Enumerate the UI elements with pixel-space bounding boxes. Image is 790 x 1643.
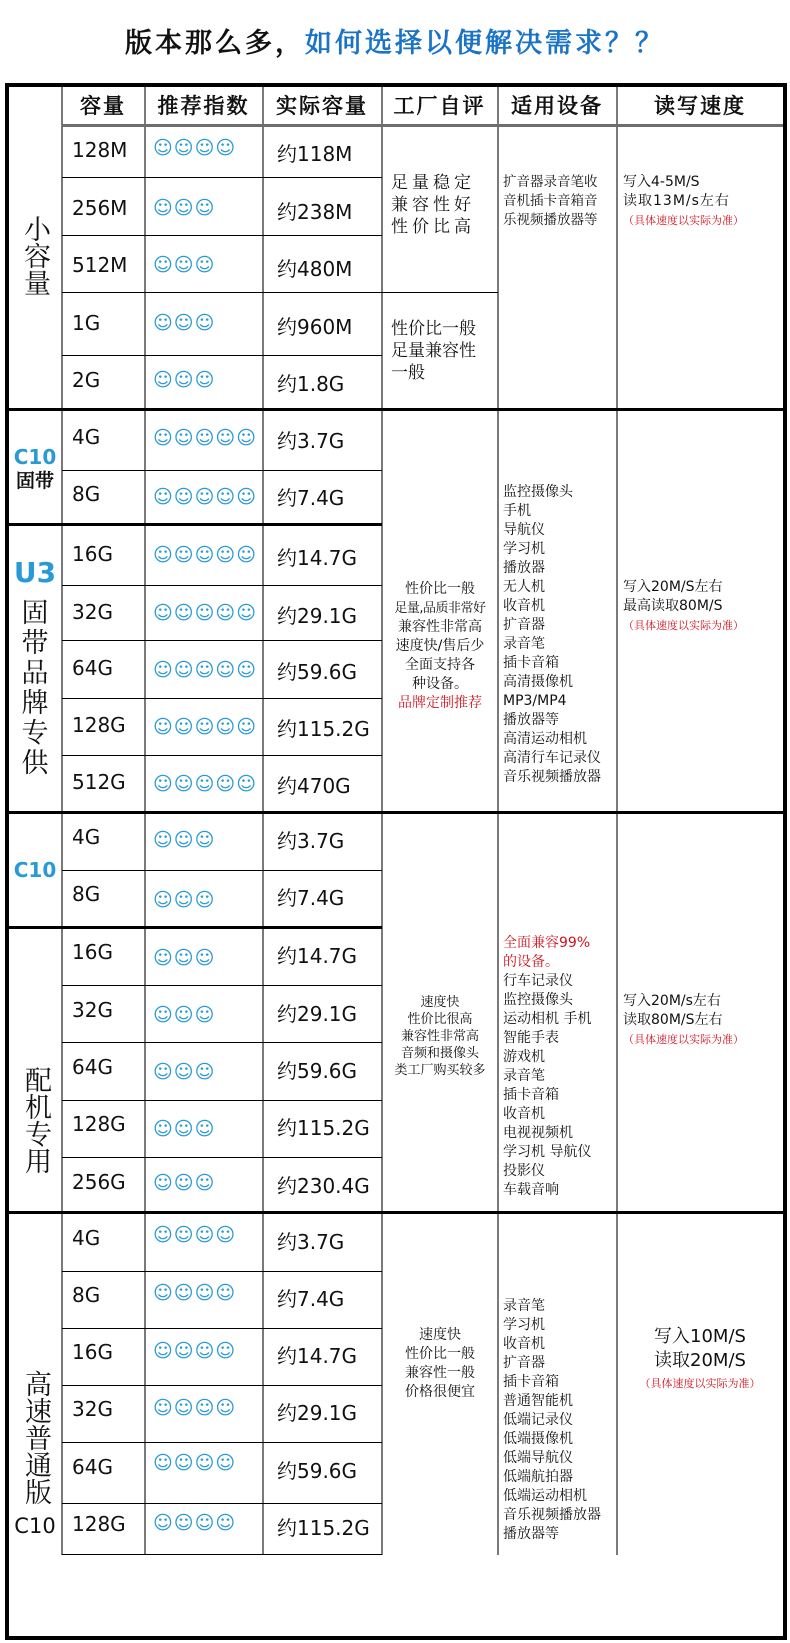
actual-capacity-cell: 约470G <box>277 774 351 798</box>
smiley-rating-icon: ☺☺☺☺ <box>153 1224 237 1246</box>
capacity-cell: 128G <box>72 713 126 737</box>
actual-capacity-cell: 约3.7G <box>277 429 345 453</box>
row-divider <box>62 1271 382 1272</box>
row-divider <box>62 1042 382 1043</box>
group-divider <box>9 811 783 814</box>
read-write-speed: 写入4-5M/S 读取13M/s左右 （具体速度以实际为准） <box>623 173 744 231</box>
actual-capacity-cell: 约29.1G <box>277 1401 358 1425</box>
smiley-rating-icon: ☺☺☺ <box>153 369 216 391</box>
capacity-cell: 128G <box>72 1112 126 1136</box>
actual-capacity-cell: 约480M <box>277 257 353 281</box>
applicable-devices: 录音笔 学习机 收音机 扩音器 插卡音箱 普通智能机 低端记录仪 低端摄像机 低端导航仪 低端航拍器 低端运动相机 音乐视频播放器 播放器等 <box>503 1298 601 1542</box>
header-rating: 推荐指数 <box>157 94 250 118</box>
capacity-cell: 1G <box>72 311 101 335</box>
speed-note: （具体速度以实际为准） <box>623 1033 744 1046</box>
row-divider <box>62 755 382 756</box>
compatibility-highlight: 全面兼容99% <box>503 935 591 951</box>
capacity-cell: 32G <box>72 600 113 624</box>
smiley-rating-icon: ☺☺☺ <box>153 829 216 851</box>
factory-evaluation-a: 足量稳定 兼容性好 性价比高 <box>391 173 475 237</box>
group-label-u3-brand: U3 固带品牌专供 <box>13 556 57 779</box>
capacity-cell: 512G <box>72 770 126 794</box>
smiley-rating-icon: ☺☺☺☺☺ <box>153 544 258 566</box>
actual-capacity-cell: 约230.4G <box>277 1174 370 1198</box>
header-factory-evaluation: 工厂自评 <box>393 94 486 118</box>
capacity-cell: 256G <box>72 1170 126 1194</box>
smiley-rating-icon: ☺☺☺ <box>153 254 216 276</box>
smiley-rating-icon: ☺☺☺☺ <box>153 137 237 159</box>
row-divider <box>62 355 382 356</box>
capacity-cell: 64G <box>72 656 113 680</box>
actual-capacity-cell: 约1.8G <box>277 372 345 396</box>
actual-capacity-cell: 约59.6G <box>277 1459 358 1483</box>
group-divider <box>9 523 382 526</box>
page-title <box>0 24 790 64</box>
capacity-cell: 4G <box>72 825 101 849</box>
row-divider <box>62 292 498 293</box>
actual-capacity-cell: 约115.2G <box>277 1516 370 1540</box>
smiley-rating-icon: ☺☺☺☺☺ <box>153 716 258 738</box>
capacity-cell: 128M <box>72 138 128 162</box>
read-write-speed: 写入20M/S左右 最高读取80M/S （具体速度以实际为准） <box>623 578 744 636</box>
applicable-devices: 监控摄像头 手机 导航仪 学习机 播放器 无人机 收音机 扩音器 录音笔 插卡音箱 高清摄像机 MP3/MP4 播放器等 高清运动相机 高清行车记录仪 音乐视频播放器 <box>503 484 601 785</box>
col-divider <box>61 87 63 1555</box>
col-divider <box>262 87 264 1555</box>
factory-evaluation: 速度快 性价比很高 兼容性非常高 音频和摄像头 类工厂购买较多 <box>394 995 486 1078</box>
row-divider <box>62 1554 382 1555</box>
smiley-rating-icon: ☺☺☺☺ <box>153 1282 237 1304</box>
capacity-cell: 64G <box>72 1055 113 1079</box>
speed-note: （具体速度以实际为准） <box>623 214 744 227</box>
actual-capacity-cell: 约14.7G <box>277 546 358 570</box>
smiley-rating-icon: ☺☺☺ <box>153 1172 216 1194</box>
actual-capacity-cell: 约59.6G <box>277 1059 358 1083</box>
speed-note: （具体速度以实际为准） <box>623 619 744 632</box>
factory-evaluation-b: 性价比一般 足量兼容性 一般 <box>391 319 476 383</box>
smiley-rating-icon: ☺☺☺☺ <box>153 1512 237 1534</box>
factory-evaluation: 性价比一般 足量,品质非常好 兼容性非常高 速度快/售后少 全面支持各 种设备。 品牌定制推荐 <box>383 580 497 713</box>
capacity-cell: 16G <box>72 1340 113 1364</box>
actual-capacity-cell: 约7.4G <box>277 1287 345 1311</box>
row-divider <box>62 698 382 699</box>
group-label-c10: C10 <box>13 858 57 882</box>
capacity-cell: 16G <box>72 940 113 964</box>
row-divider <box>62 870 382 871</box>
smiley-rating-icon: ☺☺☺☺ <box>153 1340 237 1362</box>
capacity-cell: 4G <box>72 1226 101 1250</box>
actual-capacity-cell: 约29.1G <box>277 604 358 628</box>
speed-note: （具体速度以实际为准） <box>639 1377 761 1390</box>
capacity-cell: 4G <box>72 425 101 449</box>
col-divider <box>144 87 146 1555</box>
actual-capacity-cell: 约115.2G <box>277 1116 370 1140</box>
title-black-part: 版本那么多， <box>125 28 305 59</box>
actual-capacity-cell: 约7.4G <box>277 486 345 510</box>
header-read-write-speed: 读写速度 <box>654 94 746 118</box>
header-capacity: 容量 <box>80 94 126 118</box>
capacity-cell: 512M <box>72 253 128 277</box>
smiley-rating-icon: ☺☺☺ <box>153 312 216 334</box>
smiley-rating-icon: ☺☺☺☺☺ <box>153 659 258 681</box>
capacity-cell: 32G <box>72 1397 113 1421</box>
title-blue-part: 如何选择以便解决需求？？ <box>305 28 665 59</box>
smiley-rating-icon: ☺☺☺☺☺ <box>153 486 258 508</box>
smiley-rating-icon: ☺☺☺ <box>153 197 216 219</box>
factory-evaluation: 速度快 性价比一般 兼容性一般 价格很便宜 <box>405 1327 475 1400</box>
row-divider <box>62 985 382 986</box>
brand-recommendation: 品牌定制推荐 <box>398 695 482 711</box>
capacity-cell: 256M <box>72 196 128 220</box>
row-divider <box>62 1385 382 1386</box>
actual-capacity-cell: 约29.1G <box>277 1002 358 1026</box>
capacity-cell: 128G <box>72 1512 126 1536</box>
smiley-rating-icon: ☺☺☺☺ <box>153 1452 237 1474</box>
row-divider <box>62 1157 382 1158</box>
applicable-devices: 全面兼容99% 的设备。 行车记录仪 监控摄像头 运动相机 手机 智能手表 游戏机 录音笔 插卡音箱 收音机 电视视频机 学习机 导航仪 投影仪 车载音响 <box>503 935 592 1198</box>
header-actual-capacity: 实际容量 <box>276 94 368 118</box>
actual-capacity-cell: 约7.4G <box>277 886 345 910</box>
smiley-rating-icon: ☺☺☺ <box>153 1061 216 1083</box>
actual-capacity-cell: 约118M <box>277 142 353 166</box>
group-divider <box>9 408 783 411</box>
smiley-rating-icon: ☺☺☺☺☺ <box>153 602 258 624</box>
capacity-cell: 8G <box>72 1283 101 1307</box>
smiley-rating-icon: ☺☺☺☺☺ <box>153 773 258 795</box>
actual-capacity-cell: 约3.7G <box>277 1230 345 1254</box>
applicable-devices: 扩音器录音笔收 音机插卡音箱音 乐视频播放器等 <box>503 174 598 228</box>
col-divider <box>497 87 499 1555</box>
actual-capacity-cell: 约960M <box>277 315 353 339</box>
row-divider <box>62 1442 382 1443</box>
capacity-cell: 2G <box>72 368 101 392</box>
actual-capacity-cell: 约3.7G <box>277 829 345 853</box>
group-divider <box>9 1211 783 1214</box>
row-divider <box>62 640 382 641</box>
actual-capacity-cell: 约14.7G <box>277 944 358 968</box>
row-divider <box>62 585 382 586</box>
actual-capacity-cell: 约238M <box>277 200 353 224</box>
smiley-rating-icon: ☺☺☺ <box>153 1004 216 1026</box>
read-write-speed: 写入20M/s左右 读取80M/S左右 （具体速度以实际为准） <box>623 992 744 1050</box>
actual-capacity-cell: 约59.6G <box>277 660 358 684</box>
smiley-rating-icon: ☺☺☺ <box>153 1118 216 1140</box>
smiley-rating-icon: ☺☺☺☺☺ <box>153 427 258 449</box>
capacity-cell: 16G <box>72 542 113 566</box>
smiley-rating-icon: ☺☺☺☺ <box>153 1397 237 1419</box>
header-applicable-devices: 适用设备 <box>511 94 603 118</box>
row-divider <box>62 1503 382 1504</box>
read-write-speed: 写入10M/S 读取20M/S （具体速度以实际为准） <box>617 1325 783 1395</box>
row-divider <box>62 235 382 236</box>
comparison-table <box>5 83 787 1640</box>
group-label-c10-fixed: C10 固带 <box>13 445 57 492</box>
capacity-cell: 8G <box>72 482 101 506</box>
capacity-cell: 8G <box>72 882 101 906</box>
actual-capacity-cell: 约14.7G <box>277 1344 358 1368</box>
group-label-standard-c10: 高速普通版 C10 <box>14 1369 56 1538</box>
row-divider <box>62 1328 382 1329</box>
group-label-oem: 配机专用 <box>20 1066 51 1174</box>
capacity-cell: 32G <box>72 998 113 1022</box>
row-divider <box>62 470 382 471</box>
smiley-rating-icon: ☺☺☺ <box>153 947 216 969</box>
group-label-small-capacity: 小容量 <box>19 214 50 296</box>
row-divider <box>62 177 382 178</box>
capacity-cell: 64G <box>72 1455 113 1479</box>
smiley-rating-icon: ☺☺☺ <box>153 889 216 911</box>
group-divider <box>9 926 382 929</box>
actual-capacity-cell: 约115.2G <box>277 717 370 741</box>
row-divider <box>62 1100 382 1101</box>
header-divider <box>62 124 783 127</box>
